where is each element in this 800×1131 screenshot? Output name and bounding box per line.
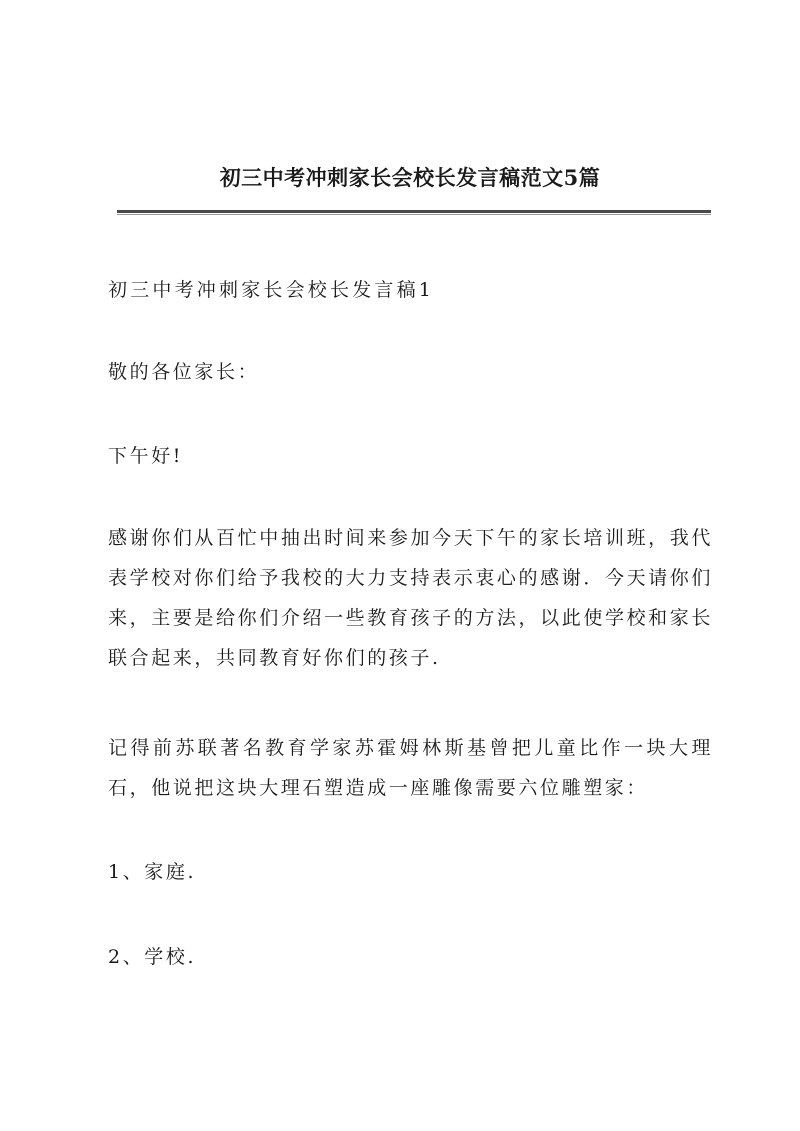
list-item-family: 1、家庭. bbox=[108, 861, 197, 883]
recall-paragraph: 记得前苏联著名教育学家苏霍姆林斯基曾把儿童比作一块大理石，他说把这块大理石塑造成一座雕像需要六位雕塑家： bbox=[108, 737, 713, 799]
hello-paragraph: 下午好! bbox=[108, 445, 184, 467]
document-title: 初三中考冲刺家长会校长发言稿范文5篇 bbox=[219, 165, 601, 190]
section-subtitle: 初三中考冲刺家长会校长发言稿1 bbox=[108, 279, 435, 301]
greeting-paragraph: 敬的各位家长： bbox=[108, 361, 260, 383]
list-item-school: 2、学校. bbox=[108, 946, 197, 968]
thanks-paragraph: 感谢你们从百忙中抽出时间来参加今天下午的家长培训班，我代表学校对你们给予我校的大力支持表示衷心的感谢．今天请你们来，主要是给你们介绍一些教育孩子的方法，以此使学校和家长联合起来，共同教育好你们的孩子. bbox=[108, 527, 713, 669]
title-divider bbox=[117, 210, 711, 213]
